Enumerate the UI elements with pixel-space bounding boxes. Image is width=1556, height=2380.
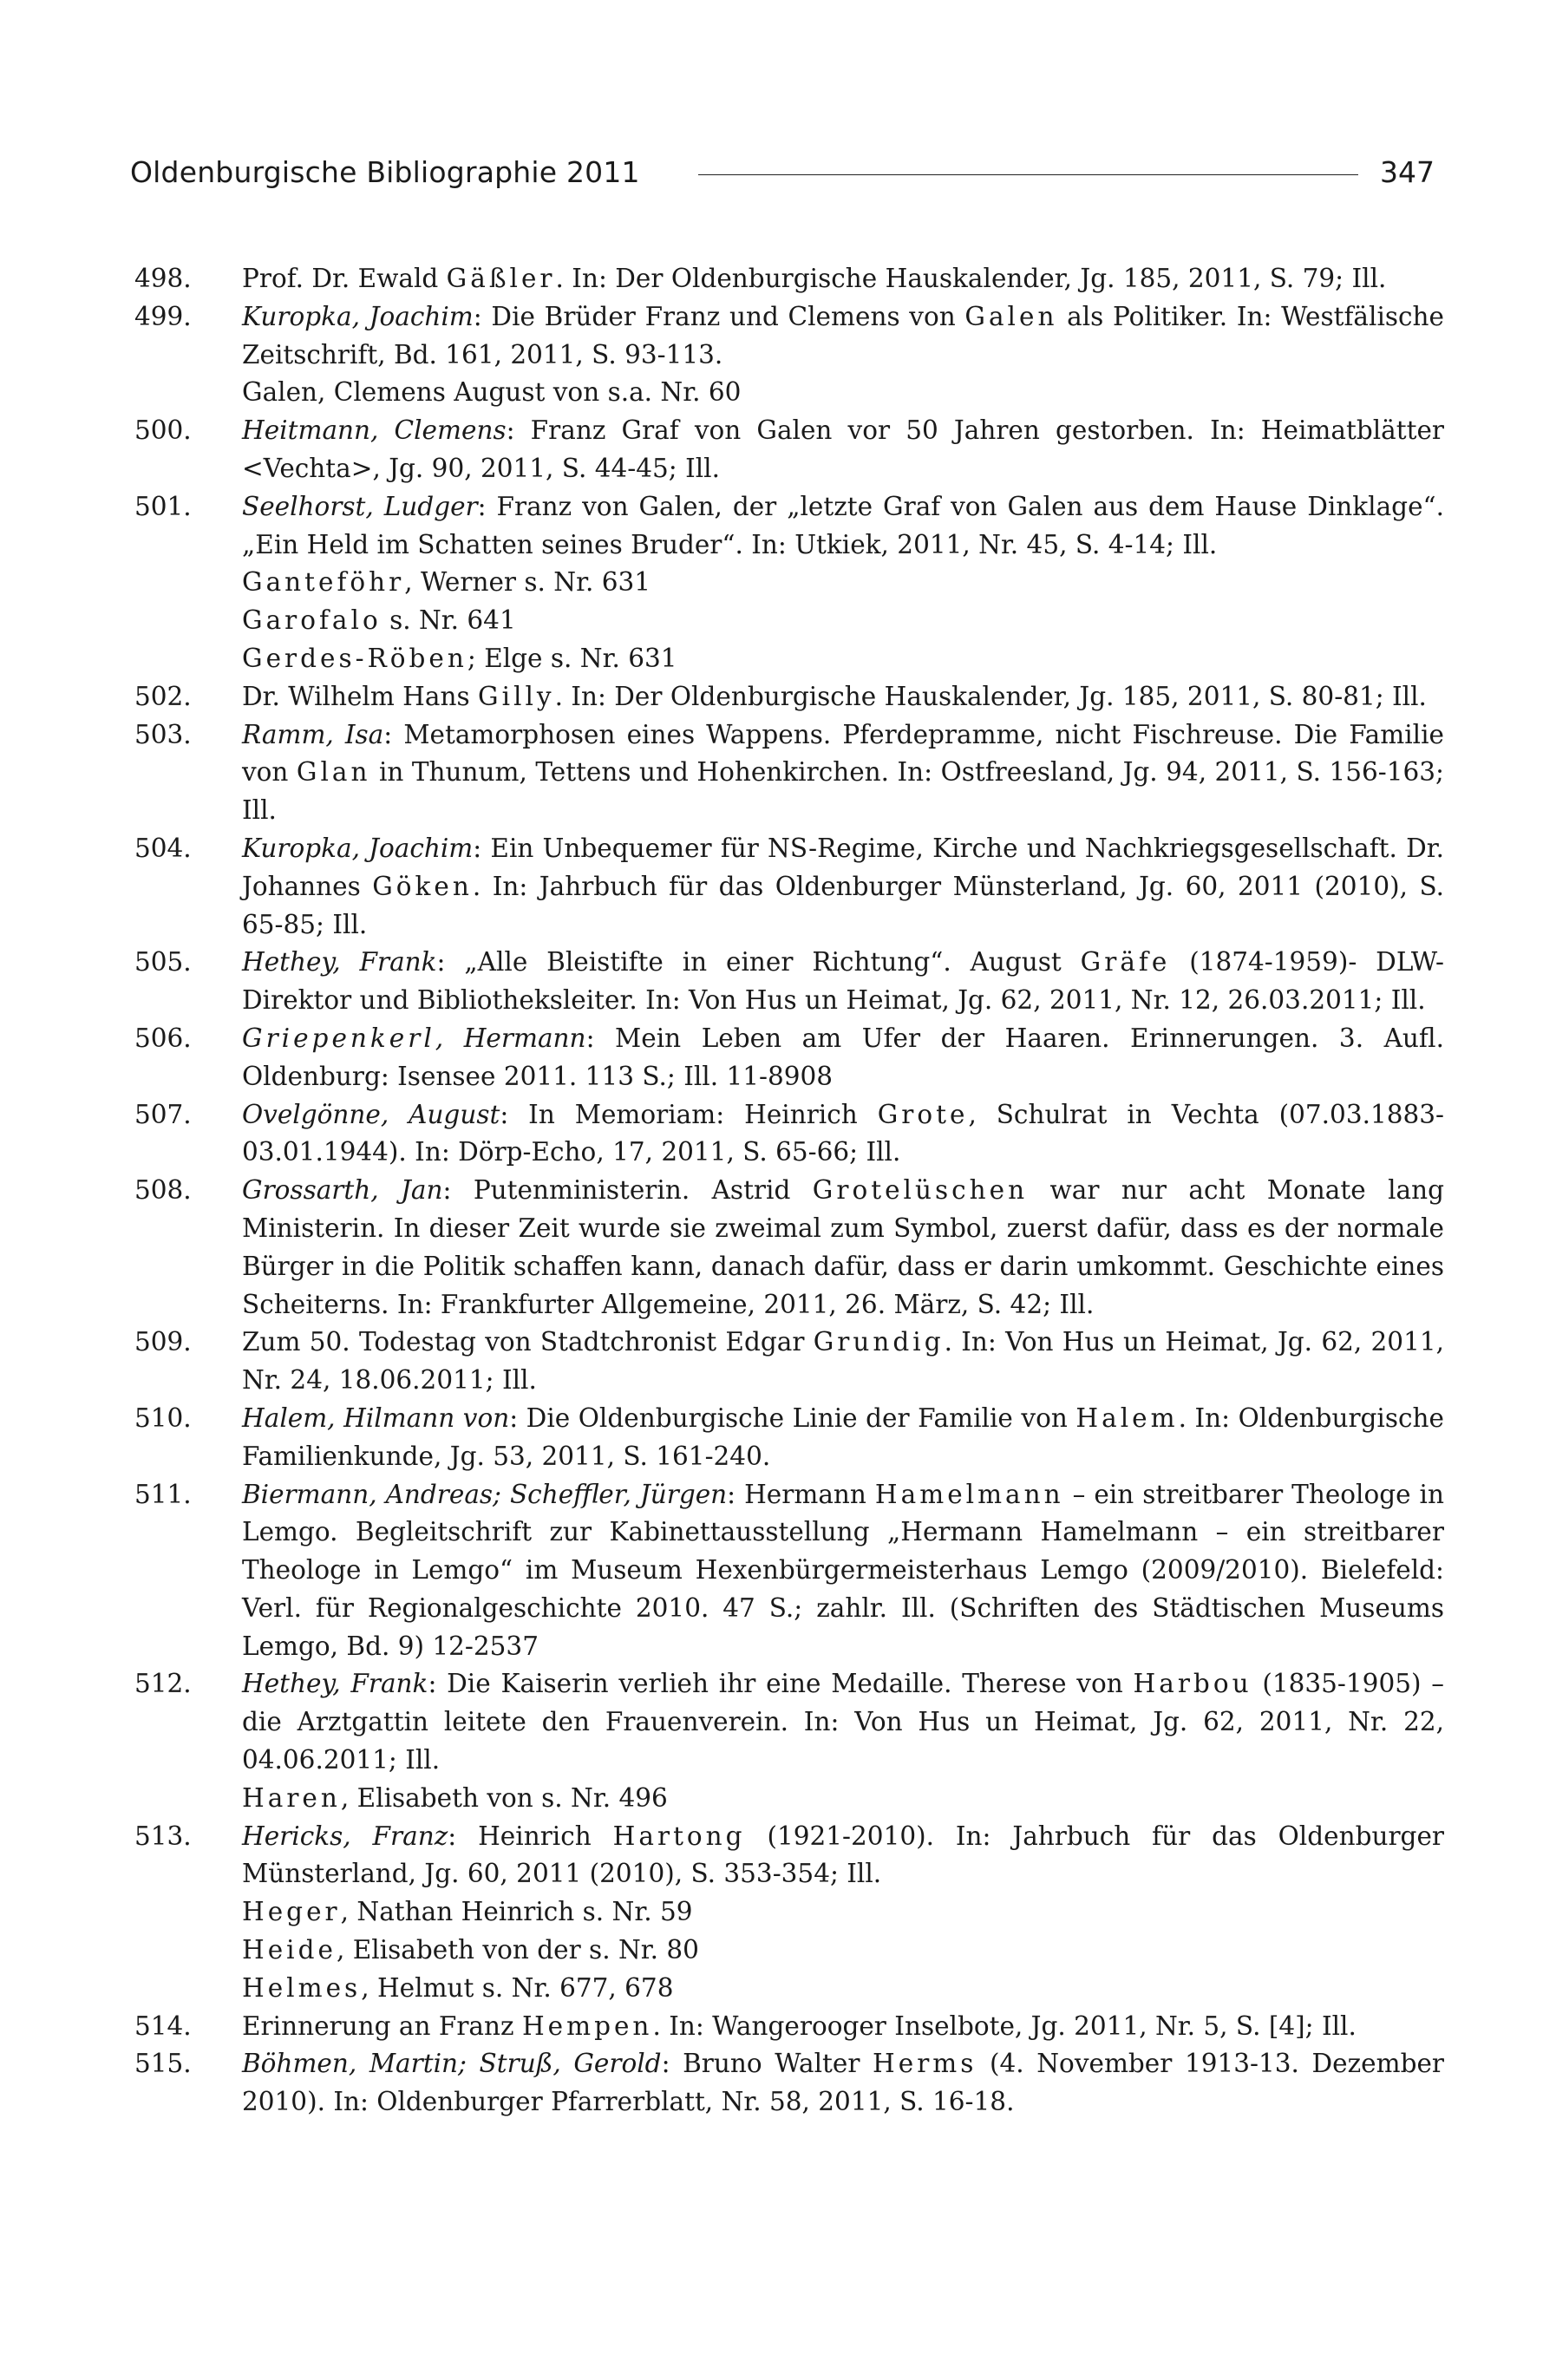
bibliography-entry [134,716,1444,830]
entry-number: 513. [134,1821,192,1851]
spaced-name: Glan [296,757,371,788]
entry-number: 504. [134,833,192,863]
entry-number: 510. [134,1402,192,1433]
bibliography-entry [134,830,1444,944]
entry-number: 514. [134,2011,192,2041]
entry-text: ; Elge s. Nr. 631 [467,643,677,673]
entry-text: als Politiker. In: Westfälische Zeitschrift, Bd. 161, 2011, S. 93-113. [242,301,1444,369]
entry-text: : Heinrich [448,1821,613,1851]
spaced-name: Hamelmann [874,1479,1064,1509]
entry-text: : „Alle Bleistifte in einer Richtung“. August [436,947,1081,978]
author-name: Hethey, Frank [242,1669,428,1699]
entry-text: : In Memoriam: Heinrich [500,1099,878,1129]
entry-text: (1835-1905) – die Arztgattin leitete den Frauenverein. In: Von Hus un Heimat, Jg. 62, 2011, Nr. 22, 04.06.2011; Ill. [242,1669,1445,1775]
entry-text: . In: Der Oldenburgische Hauskalender, Jg. 185, 2011, S. 80-81; Ill. [554,681,1427,711]
entry-number: 501. [134,491,192,521]
author-name: Biermann, Andreas; Scheffler, Jürgen [242,1479,728,1509]
entry-text: : Franz von Galen, der „letzte Graf von Galen aus dem Hause Dinklage“. „Ein Held im Schatten seines Bruder“. In: Utkiek, 2011, Nr. 45, S. 4-14; Ill. [242,491,1444,559]
bibliography-entry [134,1324,1444,1400]
spaced-name: Heide [242,1935,337,1965]
spaced-name: Gilly [478,681,555,711]
entry-text: : Die Oldenburgische Linie der Familie von [509,1402,1076,1433]
entry-number: 499. [134,301,192,331]
spaced-name: Gräfe [1080,947,1171,978]
entry-number: 507. [134,1099,192,1129]
entry-number: 515. [134,2049,192,2079]
spaced-name: Gerdes-Röben [242,643,467,673]
spaced-name: Hempen [521,2011,653,2041]
entry-text: : Mein Leben am Ufer der Haaren. Erinnerungen. 3. Aufl. Oldenburg: Isensee 2011. 113 S.; Ill. 11-8908 [242,1023,1444,1091]
entry-number: 511. [134,1479,192,1509]
author-name: Böhmen, Martin; Struß, Gerold [242,2049,662,2079]
page-number: 347 [1380,155,1435,189]
bibliography-entry [134,1476,1444,1666]
author-name: Griepenkerl [242,1023,435,1053]
spaced-name: Haren [242,1782,341,1813]
entry-number: 512. [134,1669,192,1699]
entry-text: Erinnerung an Franz [242,2011,522,2041]
entry-text: (1874-1959)- DLW-Direktor und Bibliotheksleiter. In: Von Hus un Heimat, Jg. 62, 2011, Nr. 12, 26.03.2011; Ill. [242,947,1445,1016]
author-name: Ramm, Isa [242,719,384,749]
bibliography-entry [134,1020,1444,1096]
spaced-name: Harbou [1133,1669,1252,1699]
entry-text: : Die Brüder Franz und Clemens von [473,301,965,331]
entry-number: 509. [134,1327,192,1357]
bibliography-entry [134,1400,1444,1476]
bibliography-entry [134,1665,1444,1779]
entry-text: . In: Oldenburgische Familienkunde, Jg. 53, 2011, S. 161-240. [242,1402,1444,1471]
bibliography-entry [134,1818,1444,1894]
entry-number: 498. [134,264,192,293]
author-name: Seelhorst, Ludger [242,491,478,521]
entry-text: . In: Jahrbuch für das Oldenburger Münsterland, Jg. 60, 2011 (2010), S. 65-85; Ill. [242,871,1444,939]
spaced-name: Garofalo [242,605,382,636]
entry-text: . In: Von Hus un Heimat, Jg. 62, 2011, Nr. 24, 18.06.2011; Ill. [242,1327,1444,1396]
entry-text: Zum 50. Todestag von Stadtchronist Edgar [242,1327,814,1357]
spaced-name: Grotelüschen [812,1175,1029,1206]
spaced-name: Helmes [242,1972,362,2003]
entry-text: Dr. Wilhelm Hans [242,681,479,711]
bibliography-entry [134,678,1444,716]
entry-number: 503. [134,719,192,749]
entry-text: Galen, Clemens August von s.a. Nr. 60 [242,377,742,408]
spaced-name: Galen [964,301,1058,331]
author-name: Halem, Hilmann von [242,1402,510,1433]
entry-text: war nur acht Monate lang Ministerin. In dieser Zeit wurde sie zweimal zum Symbol, zuerst dafür, dass es der normale Bürger in die Politik schaffen kann, danach dafür, dass er darin umkommt. Geschichte eines Scheiterns. In: Frankfurter Allgemeine, 2011, 26. März, S. 42; Ill. [242,1175,1444,1319]
bibliography-entry [134,1096,1444,1173]
bibliography-entry [134,412,1444,488]
spaced-name: Gäßler [446,264,556,293]
cross-reference [134,1970,1444,2008]
bibliography-entry [134,488,1444,565]
entry-text: , Elisabeth von der s. Nr. 80 [336,1935,699,1965]
author-name: Hethey, Frank [242,947,437,978]
entry-text: Prof. Dr. Ewald [242,264,447,293]
entry-text: , Schulrat in Vechta (07.03.1883-03.01.1944). In: Dörp-Echo, 17, 2011, S. 65-66; Ill. [242,1099,1445,1167]
spaced-name: Ganteföhr [242,567,405,598]
author-name: , Hermann [435,1023,586,1053]
author-name: Hericks, Franz [242,1821,448,1851]
entry-text: in Thunum, Tettens und Hohenkirchen. In: Ostfreesland, Jg. 94, 2011, S. 156-163; Ill. [242,757,1444,826]
entry-text: : Bruno Walter [661,2049,873,2079]
entry-text: : Ein Unbequemer für NS-Regime, Kirche und Nachkriegsgesellschaft. Dr. Johannes [242,833,1444,901]
bibliography-entry [134,1172,1444,1324]
spaced-name: Halem [1075,1402,1179,1433]
entry-text: (4. November 1913-13. Dezember 2010). In: Oldenburger Pfarrerblatt, Nr. 58, 2011, S. 16-18. [242,2049,1445,2117]
spaced-name: Grundig [813,1327,945,1357]
entry-text: – ein streitbarer Theologe in Lemgo. Begleitschrift zur Kabinettausstellung „Hermann Hamelmann – ein streitbarer Theologe in Lemgo“ im Museum Hexenbürgermeisterhaus Lemgo (2009/2010). Bielefeld: Verl. für Regionalgeschichte 2010. 47 S.; zahlr. Ill. (Schriften des Städtischen Museums Lemgo, Bd. 9) 12-2537 [242,1479,1444,1661]
bibliography-entry [134,260,1444,298]
author-name: Heitmann, Clemens [242,415,507,446]
author-name: Ovelgönne, August [242,1099,500,1129]
entry-text: , Werner s. Nr. 631 [404,567,651,598]
cross-reference [134,564,1444,602]
entry-number: 500. [134,415,192,446]
entry-text: , Elisabeth von s. Nr. 496 [340,1782,668,1813]
spaced-name: Herms [873,2049,977,2079]
entry-text: : Franz Graf von Galen vor 50 Jahren gestorben. In: Heimatblätter <Vechta>, Jg. 90, 2011, S. 44-45; Ill. [242,415,1445,483]
entry-text: . In: Der Oldenburgische Hauskalender, Jg. 185, 2011, S. 79; Ill. [555,264,1387,293]
entry-text: : Metamorphosen eines Wappens. Pferdepramme, nicht Fischreuse. Die Familie von [242,719,1444,788]
entry-number: 502. [134,681,192,711]
bibliography-entry [134,298,1444,375]
author-name: Kuropka, Joachim [242,301,474,331]
entry-text: . In: Wangerooger Inselbote, Jg. 2011, Nr. 5, S. [4]; Ill. [652,2011,1357,2041]
spaced-name: Hartong [612,1821,746,1851]
entry-text: , Nathan Heinrich s. Nr. 59 [340,1897,693,1927]
bibliography-list [134,260,1444,2122]
entry-number: 506. [134,1023,192,1053]
entry-text: : Die Kaiserin verlieh ihr eine Medaille. Therese von [428,1669,1134,1699]
spaced-name: Göken [372,871,473,901]
cross-reference [134,1932,1444,1970]
header-rule [698,174,1358,175]
entry-text: s. Nr. 641 [381,605,516,636]
author-name: Grossarth, Jan [242,1175,443,1206]
spaced-name: Grote [877,1099,969,1129]
bibliography-entry [134,2045,1444,2122]
running-header [130,151,1435,194]
bibliography-entry [134,2008,1444,2046]
cross-reference [134,602,1444,640]
cross-reference [134,640,1444,678]
cross-reference [134,374,1444,412]
entry-text: : Hermann [727,1479,875,1509]
entry-text: , Helmut s. Nr. 677, 678 [361,1972,674,2003]
entry-number: 508. [134,1175,192,1206]
spaced-name: Heger [242,1897,341,1927]
entry-number: 505. [134,947,192,978]
bibliography-entry [134,944,1444,1020]
header-title: Oldenburgische Bibliographie 2011 [130,155,640,189]
entry-text: : Putenministerin. Astrid [442,1175,813,1206]
author-name: Kuropka, Joachim [242,833,474,863]
entry-text: (1921-2010). In: Jahrbuch für das Oldenburger Münsterland, Jg. 60, 2011 (2010), S. 353-354; Ill. [242,1821,1444,1889]
cross-reference [134,1893,1444,1932]
cross-reference [134,1780,1444,1818]
